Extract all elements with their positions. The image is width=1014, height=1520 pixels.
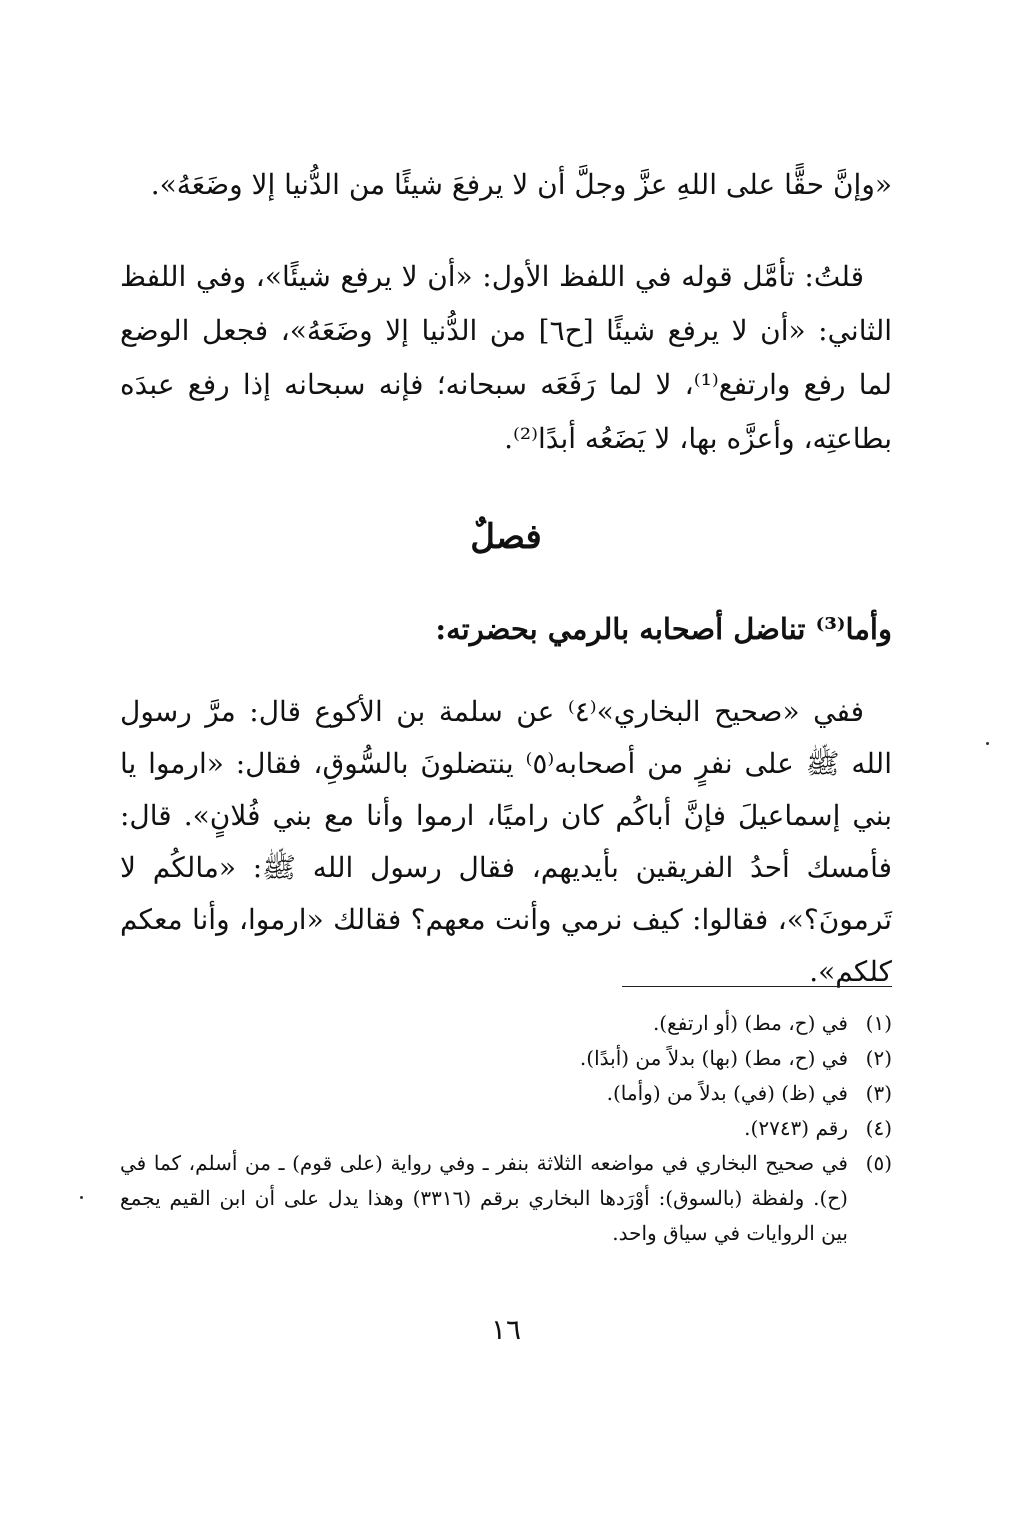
footnote-item [120, 1076, 892, 1111]
footnote-separator [622, 986, 892, 987]
footnote-number: (٣) [865, 1081, 892, 1105]
scan-speck [986, 742, 989, 745]
footnote-number: (٢) [865, 1046, 892, 1070]
page-body [120, 0, 892, 1520]
footnote-text: رقم (٢٧٤٣). [744, 1116, 848, 1140]
scan-speck [80, 1196, 83, 1199]
section-heading: فصلٌ [470, 517, 542, 557]
commentary-paragraph [120, 250, 892, 466]
footnote-text: في صحيح البخاري في مواضعه الثلاثة بنفر ـ وفي رواية (على قوم) ـ من أسلم، كما في (ح). ولفظة (بالسوق): أوْرَدها البخاري برقم (٣٣١٦) وهذا يدل على أن ابن القيم يجمع بين الروايات في سياق واحد. [120, 1151, 848, 1245]
hadith-quote-line: «وإنَّ حقًّا على اللهِ عزَّ وجلَّ أن لا يرفعَ شيئًا من الدُّنيا إلا وضَعَهُ». [150, 168, 892, 201]
narration-text: ففي «صحيح البخاري»⁽٤⁾ عن سلمة بن الأكوع قال: مرَّ رسول الله ﷺ على نفرٍ من أصحابه⁽٥⁾ ينتضلونَ بالسُّوقِ، فقال: «ارموا يا بني إسماعيلَ فإنَّ أباكُم كان راميًا، ارموا وأنا مع بني فُلانٍ». قال: فأمسك أحدُ الفريقين بأيديهم، فقال رسول الله ﷺ: «مالكُم لا تَرمونَ؟»، فقالوا: كيف نرمي وأنت معهم؟ فقالك «ارموا، وأنا معكم كلكم». [120, 695, 892, 988]
footnote-number: (٥) [865, 1151, 892, 1175]
footnote-number: (٤) [865, 1116, 892, 1140]
footnote-item [120, 1041, 892, 1076]
footnote-number: (١) [865, 1011, 892, 1035]
footnote-item [120, 1111, 892, 1146]
footnotes [120, 1006, 892, 1251]
footnote-text: في (ح، مط) (أو ارتفع). [652, 1011, 848, 1035]
section-subheading: وأما⁽³⁾ تناضل أصحابه بالرمي بحضرته: [435, 612, 892, 646]
bukhari-narration-paragraph [120, 686, 892, 998]
footnote-item [120, 1146, 892, 1251]
footnote-text: في (ظ) (في) بدلاً من (وأما). [606, 1081, 848, 1105]
commentary-text: قلتُ: تأمَّل قوله في اللفظ الأول: «أن لا يرفع شيئًا»، وفي اللفظ الثاني: «أن لا يرفع شيئًا [ح٦] من الدُّنيا إلا وضَعَهُ»، فجعل الوضع لما رفع وارتفع⁽¹⁾، لا لما رَفَعَه سبحانه؛ فإنه سبحانه إذا رفع عبدَه بطاعتِه، وأعزَّه بها، لا يَضَعُه أبدًا⁽²⁾. [120, 260, 893, 455]
footnote-item [120, 1006, 892, 1041]
page-number: ١٦ [490, 1313, 522, 1346]
footnote-text: في (ح، مط) (بها) بدلاً من (أبدًا). [579, 1046, 848, 1070]
